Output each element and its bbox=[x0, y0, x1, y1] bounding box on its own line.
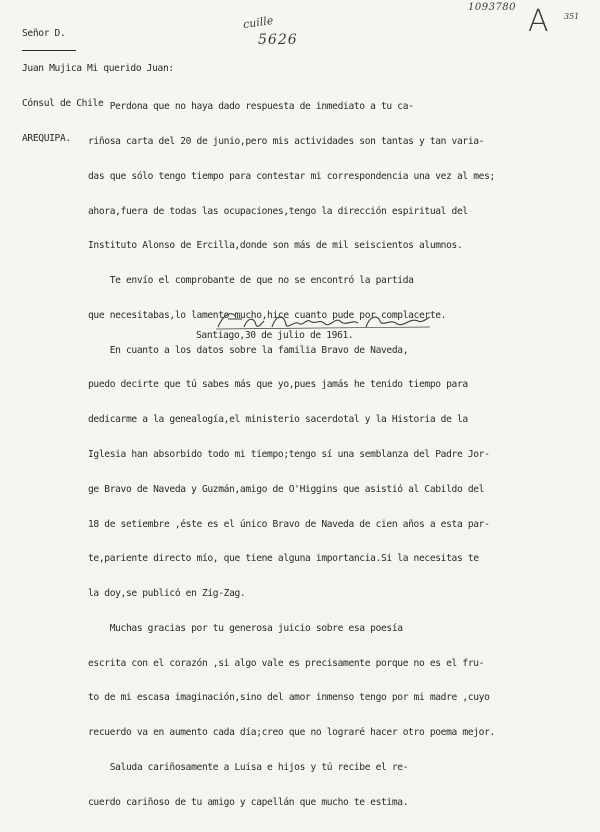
body-line: riñosa carta del 20 de junio,pero mis actividades son tantas y tan varia- bbox=[88, 135, 485, 147]
greeting: Mi querido Juan: bbox=[87, 63, 174, 74]
archive-letter: A bbox=[528, 4, 549, 39]
recipient-line-4: AREQUIPA. bbox=[22, 132, 71, 144]
body-line: cuerdo cariñoso de tu amigo y capellán que mucho te estima. bbox=[88, 796, 409, 808]
body-line: Perdona que no haya dado respuesta de inmediato a tu ca- bbox=[88, 101, 414, 113]
body-line: ahora,fuera de todas las ocupaciones,tengo la dirección espiritual del bbox=[88, 205, 468, 217]
body-line: Te envío el comprobante de que no se encontró la partida bbox=[88, 275, 414, 287]
body-line: Muchas gracias por tu generosa juicio sobre esa poesía bbox=[88, 622, 403, 634]
body-line: recuerdo va en aumento cada día;creo que no lograré hacer otro poema mejor. bbox=[88, 727, 495, 739]
handwritten-note: cuille bbox=[242, 13, 275, 32]
recipient-line-1: Señor D. bbox=[22, 28, 66, 40]
body-line: En cuanto a los datos sobre la familia Bravo de Naveda, bbox=[88, 344, 409, 356]
body-line: dedicarme a la genealogía,el ministerio sacerdotal y la Historia de la bbox=[88, 414, 468, 426]
body-line: ge Bravo de Naveda y Guzmán,amigo de O'Higgins que asistió al Cabildo del bbox=[88, 483, 485, 495]
body-line: Instituto Alonso de Ercilla,donde son más de mil seiscientos alumnos. bbox=[88, 240, 463, 252]
body-line: te,pariente directo mío, que tiene alguna importancia.Si la necesitas te bbox=[88, 553, 479, 565]
body-line: das que sólo tengo tiempo para contestar mi correspondencia una vez al mes; bbox=[88, 170, 495, 182]
letter-body bbox=[88, 78, 495, 832]
body-line: que necesitabas,lo lamento mucho,hice cuanto pude por complacerte. bbox=[88, 309, 447, 321]
body-line: Saluda cariñosamente a Luisa e hijos y tú recibe el re- bbox=[88, 762, 409, 774]
body-line: to de mi escasa imaginación,sino del amor inmenso tengo por mi madre ,cuyo bbox=[88, 692, 490, 704]
city-underline bbox=[22, 50, 76, 51]
archive-id: 1093780 bbox=[468, 2, 517, 13]
body-line: puedo decirte que tú sabes más que yo,pues jamás he tenido tiempo para bbox=[88, 379, 468, 391]
recipient-line-2: Juan Mujica bbox=[22, 62, 82, 74]
body-line: escrita con el corazón ,si algo vale es precisamente porque no es el fru- bbox=[88, 657, 485, 669]
handwritten-number: 5626 bbox=[258, 32, 298, 48]
recipient-line-3: Cónsul de Chile bbox=[22, 97, 104, 109]
archive-sub: 351 bbox=[564, 12, 580, 21]
place-date: Santiago,30 de julio de 1961. bbox=[196, 330, 354, 341]
body-line: Iglesia han absorbido todo mi tiempo;tengo sí una semblanza del Padre Jor- bbox=[88, 449, 490, 460]
body-line: 18 de setiembre ,éste es el único Bravo de Naveda de cien años a esta par- bbox=[88, 518, 490, 530]
body-line: la doy,se publicó en Zig-Zag. bbox=[88, 588, 246, 600]
